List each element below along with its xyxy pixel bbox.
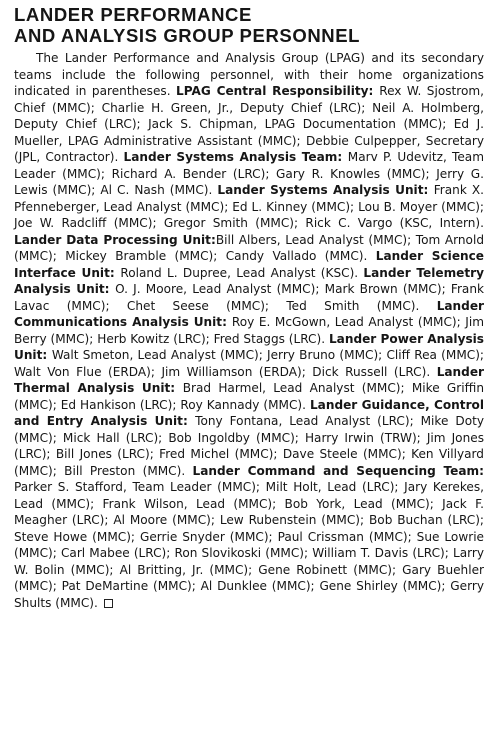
- section-text-systems-analysis-unit: Frank X. Pfenneberger, Lead Analyst (MMC); Ed L. Kinney (MMC); Lou B. Moyer (MMC); Joe W. Radcliff (MMC); Gregor Smith (MMC); Rick C. Vargo (KSC, Intern).: [14, 183, 484, 230]
- section-text-data-processing-unit: Bill Albers, Lead Analyst (MMC); Tom Arnold (MMC); Mickey Bramble (MMC); Candy Vallado (MMC).: [14, 232, 484, 263]
- section-heading-communications-analysis-unit: Lander Communications Analysis Unit:: [14, 298, 484, 329]
- section-text-systems-analysis-team: Marv P. Udevitz, Team Leader (MMC); Richard A. Bender (LRC); Gary R. Knowles (MMC); Jerry G. Lewis (MMC); Al C. Nash (MMC).: [14, 150, 484, 197]
- section-heading-power-analysis-unit: Lander Power Analysis Unit:: [14, 331, 484, 362]
- section-heading-data-processing-unit: Lander Data Processing Unit:: [14, 232, 216, 247]
- section-text-telemetry-analysis-unit: O. J. Moore, Lead Analyst (MMC); Mark Brown (MMC); Frank Lavac (MMC); Chet Seese (MMC); Ted Smith (MMC).: [14, 282, 484, 313]
- intro-text: The Lander Performance and Analysis Group (LPAG) and its secondary teams include the following personnel, with their home organizations indicated in parentheses.: [14, 51, 484, 98]
- section-text-thermal-analysis-unit: Brad Harmel, Lead Analyst (MMC); Mike Griffin (MMC); Ed Hankison (LRC); Roy Kannady (MMC).: [14, 381, 484, 412]
- section-heading-command-sequencing-team: Lander Command and Sequencing Team:: [192, 463, 484, 478]
- section-heading-science-interface-unit: Lander Science Interface Unit:: [14, 249, 485, 280]
- title-line-1: LANDER PERFORMANCE: [14, 4, 252, 25]
- section-heading-central-responsibility: LPAG Central Responsibility:: [176, 84, 380, 98]
- article-title: [14, 4, 484, 46]
- section-heading-telemetry-analysis-unit: Lander Telemetry Analysis Unit:: [14, 265, 485, 296]
- section-text-communications-analysis-unit: Roy E. McGown, Lead Analyst (MMC); Jim Berry (MMC); Herb Kowitz (LRC); Fred Staggs (LRC).: [14, 315, 484, 346]
- section-text-guidance-control-entry-unit: Tony Fontana, Lead Analyst (LRC); Mike Doty (MMC); Mick Hall (LRC); Bob Ingoldby (MMC); Harry Irwin (TRW); Jim Jones (LRC); Bill Jones (LRC); Fred Michel (MMC); Dave Steele (MMC); Ken Villyard (MMC); Bill Preston (MMC).: [14, 414, 484, 478]
- section-heading-systems-analysis-unit: Lander Systems Analysis Unit:: [217, 183, 434, 197]
- section-heading-thermal-analysis-unit: Lander Thermal Analysis Unit:: [14, 364, 484, 395]
- section-text-science-interface-unit: Roland L. Dupree, Lead Analyst (KSC).: [120, 265, 364, 280]
- article-body: [14, 50, 484, 611]
- end-of-article-icon: [104, 599, 113, 608]
- title-line-2: AND ANALYSIS GROUP PERSONNEL: [14, 25, 361, 46]
- section-text-command-sequencing-team: Parker S. Stafford, Team Leader (MMC); Milt Holt, Lead (LRC); Jary Kerekes, Lead (MMC); Frank Wilson, Lead (MMC); Bob York, Lead (MMC); Jack F. Meagher (LRC); Al Moore (MMC); Lew Rubenstein (MMC); Bob Buchan (LRC); Steve Howe (MMC); Gerrie Snyder (MMC); Paul Crissman (MMC); Sue Lowrie (MMC); Carl Mabee (LRC); Ron Slovikoski (MMC); William T. Davis (LRC); Larry W. Bolin (MMC); Al Britting, Jr. (MMC); Gene Robinett (MMC); Gary Buehler (MMC); Pat DeMartine (MMC); Al Dunklee (MMC); Gene Shirley (MMC); Gerry Shults (MMC).: [14, 480, 484, 610]
- section-heading-guidance-control-entry-unit: Lander Guidance, Control and Entry Analysis Unit:: [14, 397, 484, 428]
- section-heading-systems-analysis-team: Lander Systems Analysis Team:: [123, 150, 348, 164]
- section-text-power-analysis-unit: Walt Smeton, Lead Analyst (MMC); Jerry Bruno (MMC); Cliff Rea (MMC); Walt Von Flue (ERDA); Jim Williamson (ERDA); Dick Russell (LRC).: [14, 348, 484, 379]
- section-text-central-responsibility: Rex W. Sjostrom, Chief (MMC); Charlie H. Green, Jr., Deputy Chief (LRC); Neil A. Holmberg, Deputy Chief (LRC); Jack S. Chipman, LPAG Documentation (MMC); Ed J. Mueller, LPAG Administrative Assistant (MMC); Debbie Culpepper, Secretary (JPL, Contractor).: [14, 84, 485, 164]
